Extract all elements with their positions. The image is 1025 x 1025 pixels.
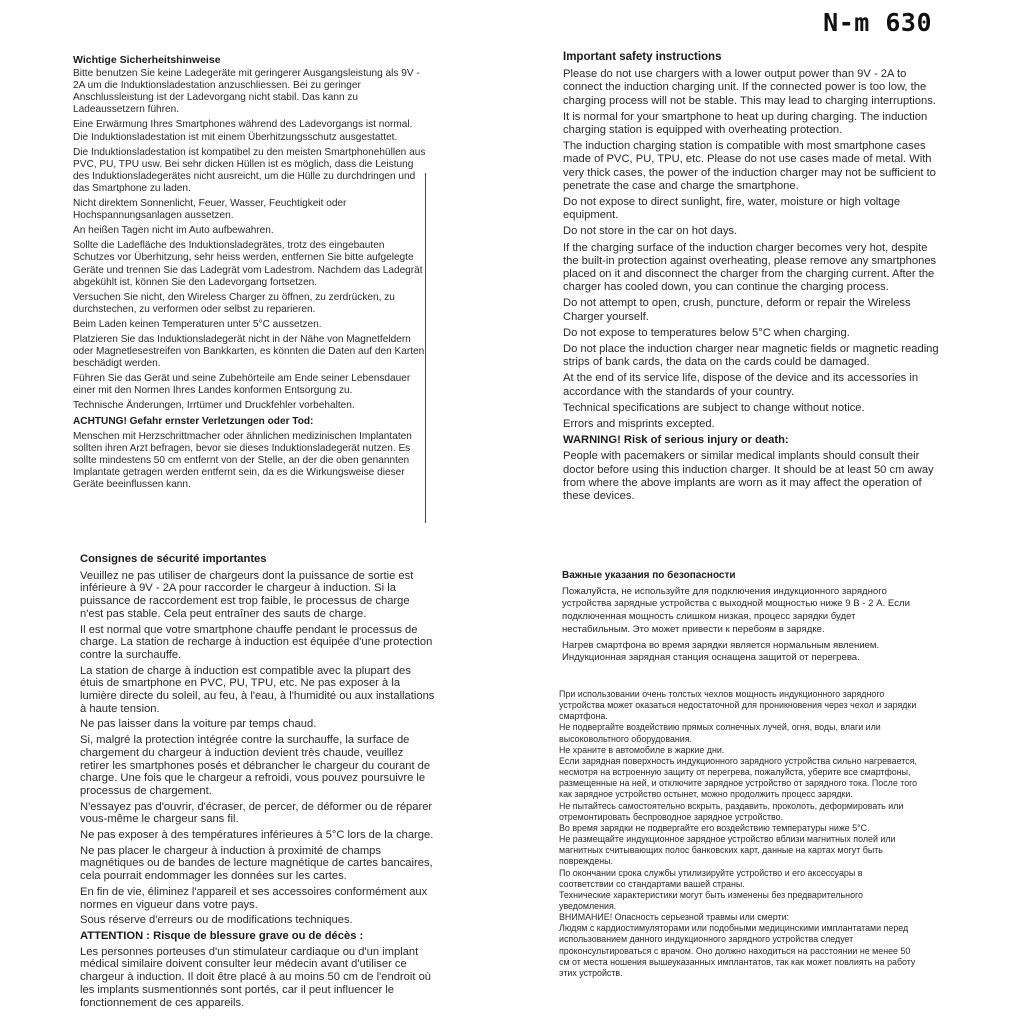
german-paragraph: Bitte benutzen Sie keine Ladegeräte mit geringerer Ausgangsleistung als 9V - 2A um die Induktionsladestation anzuschliessen. Bei zu geringer Anschlussleistung ist der Ladevorgang nicht stabil. Das kann zu Ladeaussetzern führen. — [73, 68, 420, 116]
german-paragraph: Nicht direktem Sonnenlicht, Feuer, Wasser, Feuchtigkeit oder Hochspannungsanlagen aussetzen. — [73, 198, 347, 222]
russian-paragraph: Во время зарядки не подвергайте его воздействию температуры ниже 5°C. — [559, 822, 870, 833]
german-section-title: Wichtige Sicherheitshinweise — [73, 54, 221, 66]
german-paragraph: Eine Erwärmung Ihres Smartphones während des Ladevorgangs ist normal. Die Induktionsladestation ist mit einem Überhitzungsschutz ausgestattet. — [73, 119, 413, 143]
russian-paragraph: Не храните в автомобиле в жаркие дни. — [559, 744, 725, 755]
german-safety-section — [73, 54, 428, 494]
english-paragraph: If the charging surface of the induction charger becomes very hot, despite the built-in protection against overheating, please remove any smartphones placed on it and disconnect the charger from the charging current. After the charger has cooled down, you can continue the charging process. — [563, 241, 937, 294]
french-paragraph: Ne pas laisser dans la voiture par temps chaud. — [80, 718, 317, 731]
french-paragraph: Ne pas placer le chargeur à induction à proximité de champs magnétiques ou de bandes de lecture magnétique de cartes bancaires, cela pourrait endommager les données sur les cartes. — [80, 844, 433, 883]
german-warning-text: Menschen mit Herzschrittmacher oder ähnlichen medizinischen Implantaten sollten ihren Arzt befragen, bevor sie dieses Induktionsladegerät nutzen. Es sollte mindestens 50 cm entfernt von der Stelle, an der die oben genannten Implantate getragen werden entfernt sein, da es die Wirkungsweise dieser Geräte beeinflussen kann. — [73, 430, 412, 490]
english-paragraph: Do not attempt to open, crush, puncture, deform or repair the Wireless Charger yourself. — [563, 297, 911, 323]
english-paragraph: Technical specifications are subject to change without notice. — [563, 401, 865, 414]
russian-paragraph: Не подвергайте воздействию прямых солнечных лучей, огня, воды, влаги или высоковольтного оборудования. — [559, 722, 881, 744]
german-paragraph: Beim Laden keinen Temperaturen unter 5°C aussetzen. — [73, 318, 322, 330]
russian-paragraph: По окончании срока службы утилизируйте устройство и его аксессуары в соответствии со стандартами вашей страны. — [559, 867, 863, 889]
english-paragraph: The induction charging station is compatible with most smartphone cases made of PVC, PU, TPU, etc. Please do not use cases made of metal. With very thick cases, the power of the induction charger may not be sufficient to penetrate the case and charge the smartphone. — [563, 140, 936, 192]
russian-paragraph: Пожалуйста, не используйте для подключения индукционного зарядного устройства зарядные устройства с выходной мощностью ниже 9 В - 2 А. Если подключенная мощность слишком низкая, процесс зарядки будет нестабильным. Это может привести к перебоям в зарядке. — [562, 585, 910, 635]
model-code: N-m 630 — [823, 8, 932, 37]
column-divider — [425, 173, 426, 523]
german-paragraph: An heißen Tagen nicht im Auto aufbewahren. — [73, 225, 274, 237]
english-paragraph: Do not expose to temperatures below 5°C when charging. — [563, 326, 850, 339]
french-paragraph: N'essayez pas d'ouvrir, d'écraser, de percer, de déformer ou de réparer vous-même le chargeur sans fil. — [80, 800, 433, 826]
french-paragraph: Sous réserve d'erreurs ou de modifications techniques. — [80, 914, 353, 927]
english-paragraph: Errors and misprints excepted. — [563, 418, 715, 431]
english-section-title: Important safety instructions — [563, 51, 722, 63]
russian-safety-section — [562, 570, 917, 668]
russian-paragraph: Не пытайтесь самостоятельно вскрыть, раздавить, проколоть, деформировать или отремонтировать беспроводное зарядное устройство. — [559, 800, 904, 822]
russian-safety-continued — [559, 689, 919, 979]
russian-section-title: Важные указания по безопасности — [562, 570, 736, 581]
french-warning-title: ATTENTION : Risque de blessure grave ou de décès : — [80, 929, 364, 942]
english-paragraph: Do not store in the car on hot days. — [563, 225, 738, 238]
german-paragraph: Die Induktionsladestation ist kompatibel zu den meisten Smartphonehüllen aus PVC, PU, TPU usw. Bei sehr dicken Hüllen ist es möglich, dass die Leistung des Induktionsladegerätes nicht ausreicht, um die Hülle zu durchdringen und das Smartphone zu laden. — [73, 146, 426, 194]
french-paragraph: La station de charge à induction est compatible avec la plupart des étuis de smartphone en PVC, PU, TPU, etc. Ne pas exposer à la lumière directe du soleil, au feu, à l'eau, à l'humidité ou aux installations à haute tension. — [80, 664, 435, 715]
french-paragraph: Veuillez ne pas utiliser de chargeurs dont la puissance de sortie est inférieure à 9V - 2A pour raccorder le chargeur à induction. Si la puissance de raccordement est trop faible, le processus de charge n'est pas stable. Cela peut entraîner des sauts de charge. — [80, 569, 414, 620]
french-paragraph: En fin de vie, éliminez l'appareil et ses accessoires conformément aux normes en vigueur dans votre pays. — [80, 885, 428, 911]
french-section-title: Consignes de sécurité importantes — [80, 553, 267, 565]
russian-warning-text: Людям с кардиостимуляторами или подобными медицинскими имплантатами перед использованием данного индукционного зарядного устройства следует проконсультироваться с врачом. Оно должно находиться на расстоянии не менее 50 см от места ношения вышеуказанных имплантатов, так как может повлиять на работу этих устройств. — [559, 923, 916, 978]
english-warning-title: WARNING! Risk of serious injury or death: — [563, 434, 789, 447]
english-warning-text: People with pacemakers or similar medical implants should consult their doctor before using this induction charger. It should be at least 50 cm away from where the above implants are worn as it may affect the operation of these devices. — [563, 450, 934, 503]
german-paragraph: Versuchen Sie nicht, den Wireless Charger zu öffnen, zu zerdrücken, zu durchstechen, zu verformen oder selbst zu reparieren. — [73, 291, 395, 315]
french-warning-text: Les personnes porteuses d'un stimulateur cardiaque ou d'un implant médical similaire doivent consulter leur médecin avant d'utiliser ce chargeur à induction. Il doit être placé à au moins 50 cm de l'endroit où les implants susmentionnés sont portés, car il peut influencer le fonctionnement de ces appareils. — [80, 945, 432, 1009]
german-paragraph: Führen Sie das Gerät und seine Zubehörteile am Ende seiner Lebensdauer einer mit den Normen Ihres Landes konformen Entsorgung zu. — [73, 373, 411, 397]
russian-paragraph: Нагрев смартфона во время зарядки является нормальным явлением. Индукционная зарядная станция оснащена защитой от перегрева. — [562, 639, 880, 664]
french-paragraph: Si, malgré la protection intégrée contre la surchauffe, la surface de chargement du chargeur à induction devient très chaude, veuillez retirer les smartphones posés et débrancher le chargeur du courant de charge. Une fois que le chargeur a refroidi, vous pouvez poursuivre le processus de chargement. — [80, 734, 431, 797]
german-paragraph: Technische Änderungen, Irrtümer und Druckfehler vorbehalten. — [73, 400, 355, 412]
russian-warning-title: ВНИМАНИЕ! Опасность серьезной травмы или смерти: — [559, 912, 789, 923]
english-paragraph: Please do not use chargers with a lower output power than 9V - 2A to connect the induction charging unit. If the connected power is too low, the charging process will not be stable. This may lead to charging interruptions. — [563, 68, 936, 107]
german-paragraph: Sollte die Ladefläche des Induktionsladegrätes, trotz des eingebauten Schutzes vor Überhitzung, sehr heiss werden, entfernen Sie bitte aufgelegte Geräte und trennen Sie das Ladegrät vom Ladestrom. Nachdem das Ladegrät abgekühlt ist, können Sie den Ladevorgang fortsetzen. — [73, 240, 423, 288]
english-safety-section — [563, 51, 943, 506]
german-warning-title: ACHTUNG! Gefahr ernster Verletzungen oder Tod: — [73, 415, 314, 427]
english-paragraph: It is normal for your smartphone to heat up during charging. The induction charging station is equipped with overheating protection. — [563, 110, 928, 137]
english-paragraph: Do not place the induction charger near magnetic fields or magnetic reading strips of bank cards, the data on the cards could be damaged. — [563, 343, 939, 369]
russian-paragraph: При использовании очень толстых чехлов мощность индукционного зарядного устройства может оказаться недостаточной для проникновения через чехол и зарядки смартфона. — [559, 689, 917, 722]
german-paragraph: Platzieren Sie das Induktionsladegerät nicht in der Nähe von Magnetfeldern oder Magnetlesestreifen von Bankkarten, es könnten die Daten auf den Karten beschädigt werden. — [73, 333, 425, 370]
french-paragraph: Ne pas exposer à des températures inférieures à 5°C lors de la charge. — [80, 829, 434, 842]
english-paragraph: At the end of its service life, dispose of the device and its accessories in accordance with the standards of your country. — [563, 372, 919, 398]
french-paragraph: Il est normal que votre smartphone chauffe pendant le processus de charge. La station de recharge à induction est équipée d'une protection contre la surchauffe. — [80, 623, 433, 661]
french-safety-section — [80, 553, 435, 1012]
russian-paragraph: Если зарядная поверхность индукционного зарядного устройства сильно нагревается, несмотря на встроенную защиту от перегрева, пожалуйста, уберите все смартфоны, размещенные на ней, и отключите зарядное устройство от зарядного тока. После того как зарядное устройство остынет, можно продолжить процесс зарядки. — [559, 755, 918, 800]
english-paragraph: Do not expose to direct sunlight, fire, water, moisture or high voltage equipment. — [563, 196, 901, 222]
russian-paragraph: Не размещайте индукционное зарядное устройство вблизи магнитных полей или магнитных считывающих полос банковских карт, данные на картах могут быть повреждены. — [559, 834, 896, 867]
russian-paragraph: Технические характеристики могут быть изменены без предварительного уведомления. — [559, 889, 863, 911]
